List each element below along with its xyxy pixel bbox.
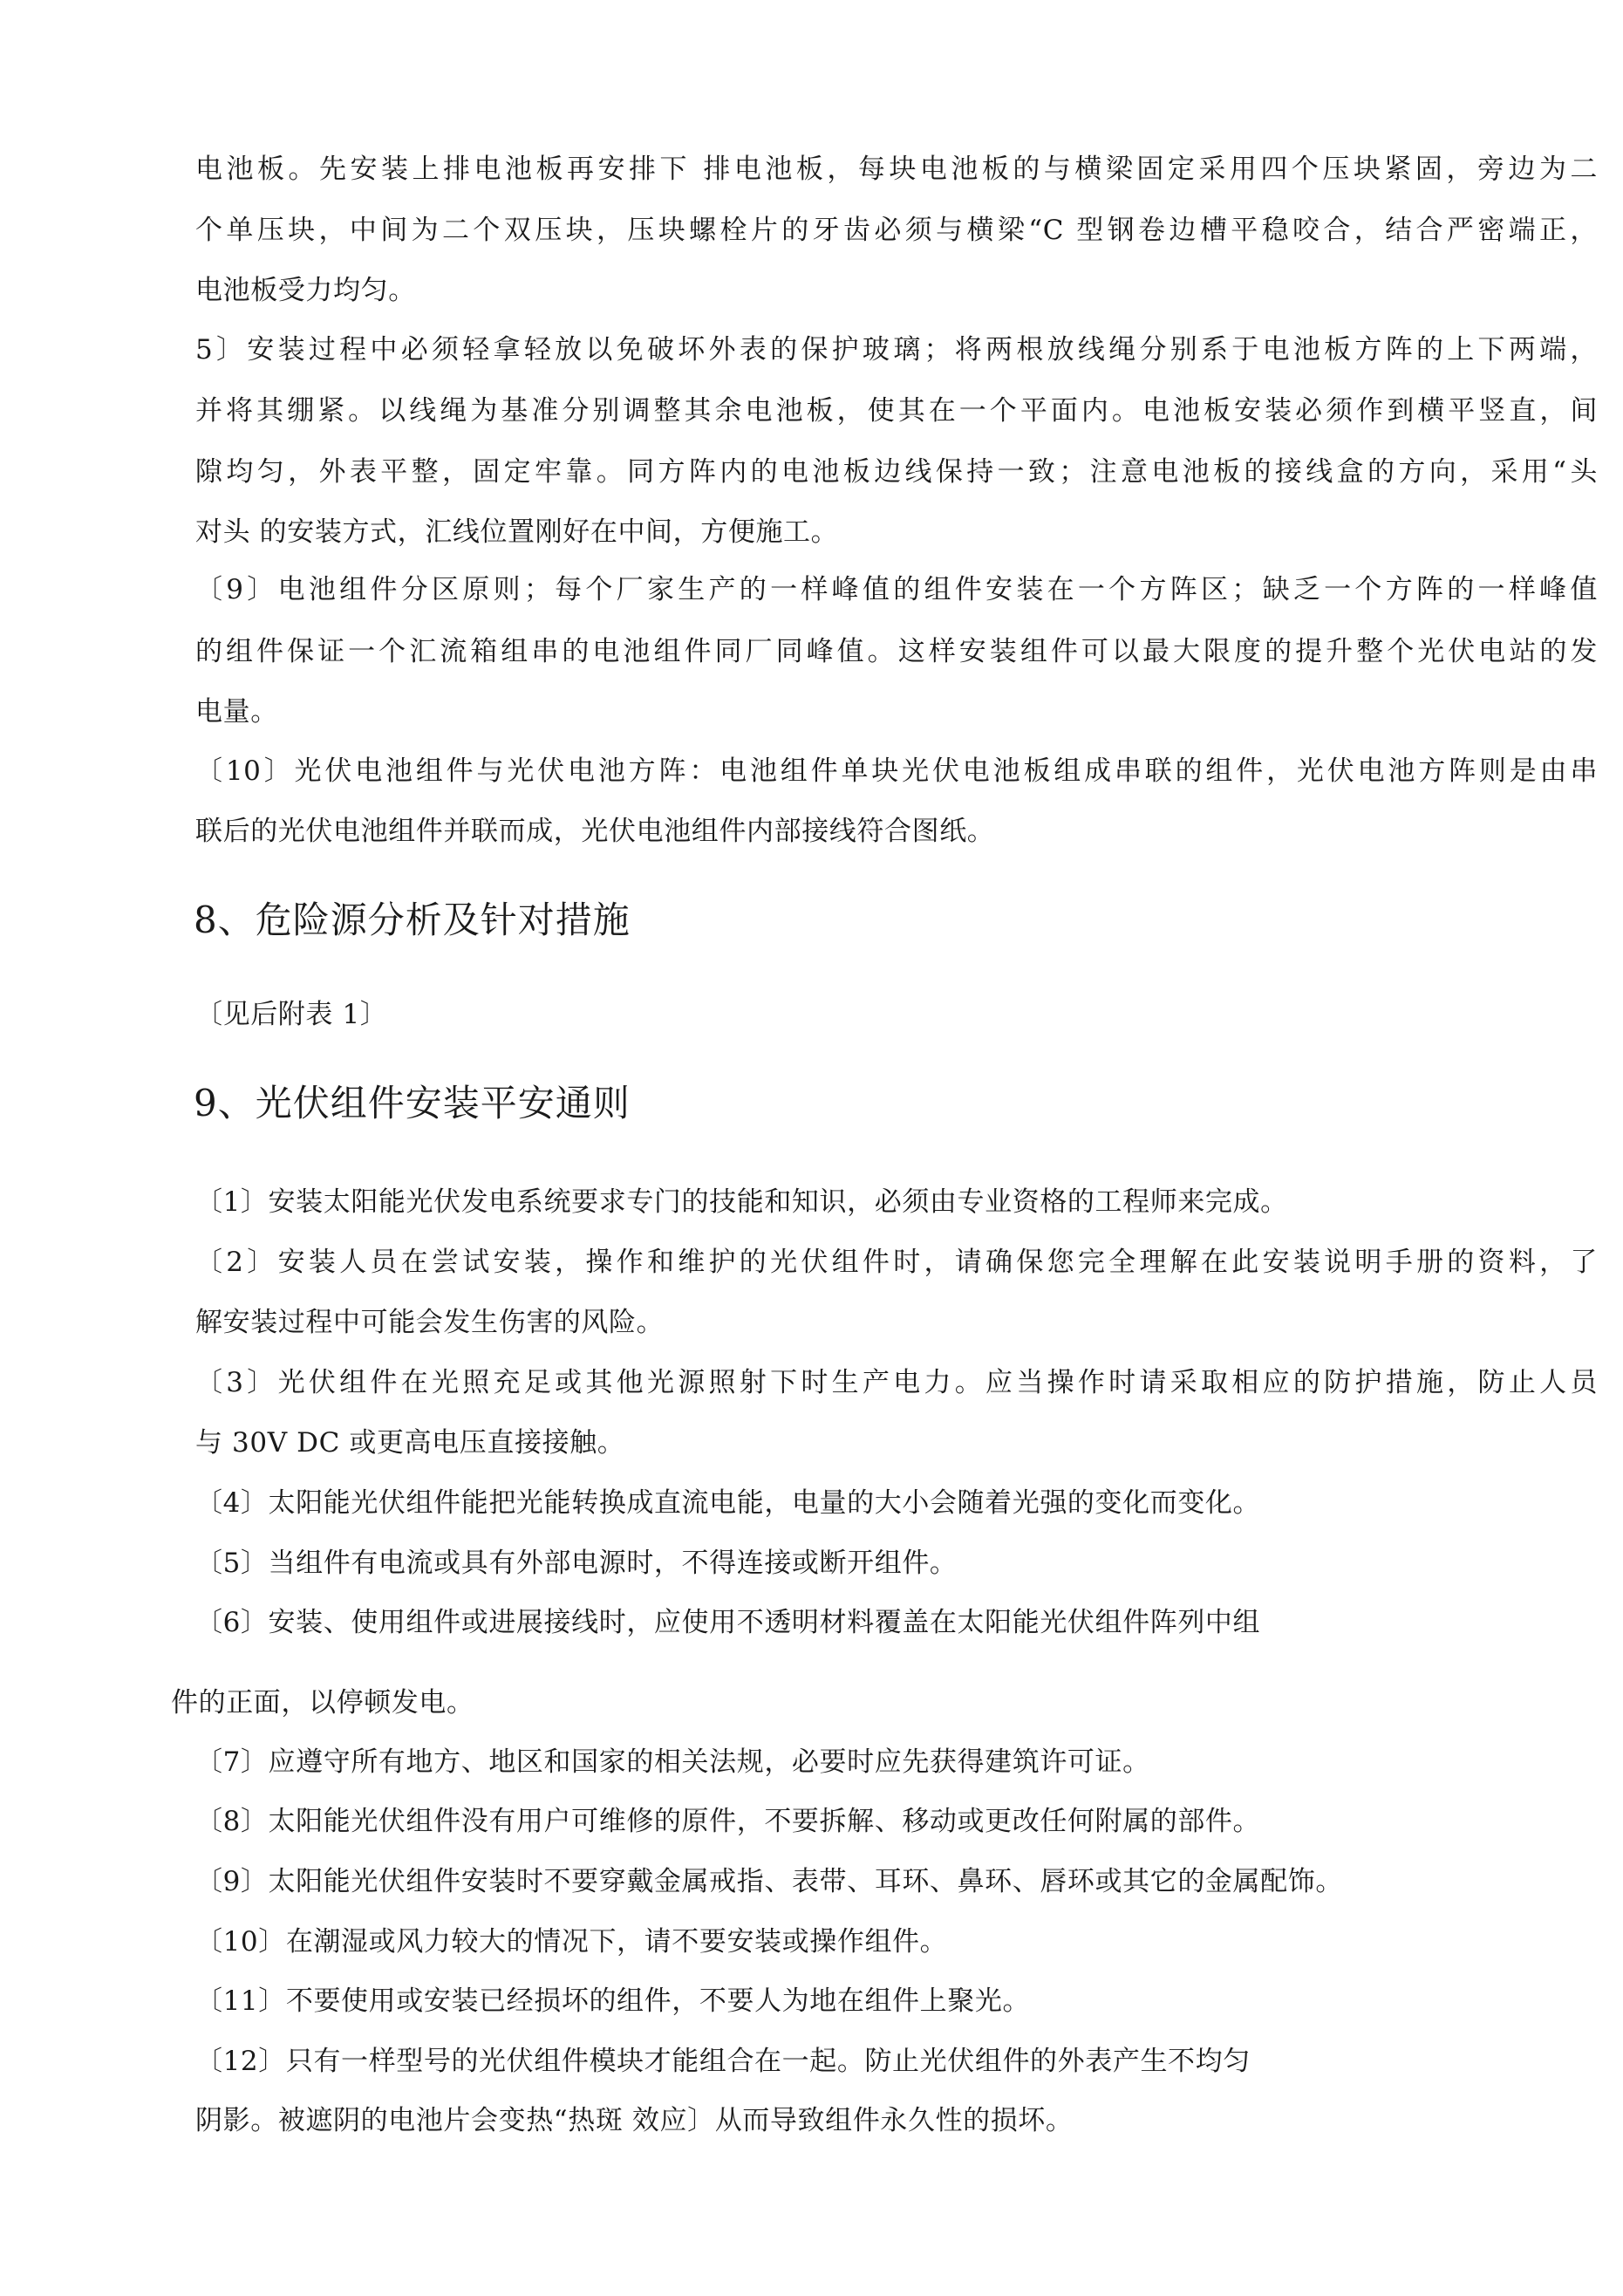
section-9-item-3-line-2: 与 30V DC 或更高电压直接接触。 [195, 1427, 625, 1459]
para-step-9-line-3: 电量。 [195, 696, 278, 728]
para-step-10-line-2: 联后的光伏电池组件并联而成，光伏电池组件内部接线符合图纸。 [195, 816, 995, 847]
section-9-item-2-line-1: 〔2〕安装人员在尝试安装，操作和维护的光伏组件时，请确保您完全理解在此安装说明手册的资料，了 [195, 1247, 1598, 1278]
section-9-item-6-line-2: 件的正面，以停顿发电。 [171, 1687, 474, 1719]
section-9-item-7: 〔7〕应遵守所有地方、地区和国家的相关法规，必要时应先获得建筑许可证。 [195, 1746, 1150, 1778]
section-9-item-1: 〔1〕安装太阳能光伏发电系统要求专门的技能和知识，必须由专业资格的工程师来完成。 [195, 1186, 1288, 1218]
section-9-item-8: 〔8〕太阳能光伏组件没有用户可维修的原件，不要拆解、移动或更改任何附属的部件。 [195, 1806, 1261, 1837]
para-battery-panel-install-line-3: 电池板受力均匀。 [195, 275, 416, 306]
para-battery-panel-install-line-1: 电池板。先安装上排电池板再安排下 排电池板，每块电池板的与横梁固定采用四个压块紧固，旁边为二 [195, 154, 1598, 185]
section-9-item-2-line-2: 解安装过程中可能会发生伤害的风险。 [195, 1307, 665, 1338]
section-9-item-12-line-2: 阴影。被遮阴的电池片会变热“热斑 效应〕从而导致组件永久性的损坏。 [195, 2105, 1074, 2136]
section-9-item-6-line-1: 〔6〕安装、使用组件或进展接线时，应使用不透明材料覆盖在太阳能光伏组件阵列中组 [195, 1607, 1261, 1638]
para-step-5-line-2: 并将其绷紧。以线绳为基准分别调整其余电池板，使其在一个平面内。电池板安装必须作到横平竖直，间 [195, 395, 1598, 427]
section-9-title: 9、光伏组件安装平安通则 [194, 1082, 631, 1124]
para-step-9-line-2: 的组件保证一个汇流箱组串的电池组件同厂同峰值。这样安装组件可以最大限度的提升整个光伏电站的发 [195, 636, 1598, 667]
para-step-10-line-1: 〔10〕光伏电池组件与光伏电池方阵：电池组件单块光伏电池板组成串联的组件，光伏电池方阵则是由串 [195, 755, 1598, 787]
section-8-title: 8、危险源分析及针对措施 [194, 899, 631, 941]
section-8-note: 〔见后附表 1〕 [195, 999, 388, 1030]
section-9-item-11: 〔11〕不要使用或安装已经损坏的组件，不要人为地在组件上聚光。 [195, 1985, 1031, 2017]
para-step-9-line-1: 〔9〕电池组件分区原则；每个厂家生产的一样峰值的组件安装在一个方阵区；缺乏一个方阵的一样峰值 [195, 574, 1598, 605]
para-step-5-line-3: 隙均匀，外表平整，固定牢靠。同方阵内的电池板边线保持一致；注意电池板的接线盒的方向，采用“头 [195, 456, 1598, 488]
section-9-item-5: 〔5〕当组件有电流或具有外部电源时，不得连接或断开组件。 [195, 1548, 958, 1579]
para-battery-panel-install-line-2: 个单压块，中间为二个双压块，压块螺栓片的牙齿必须与横梁“C 型钢卷边槽平稳咬合，结合严密端正， [195, 215, 1598, 246]
para-step-5-line-1: 5〕安装过程中必须轻拿轻放以免破坏外表的保护玻璃；将两根放线绳分别系于电池板方阵的上下两端， [195, 334, 1598, 366]
section-9-item-4: 〔4〕太阳能光伏组件能把光能转换成直流电能，电量的大小会随着光强的变化而变化。 [195, 1487, 1261, 1519]
para-step-5-line-4: 对头 的安装方式，汇线位置刚好在中间，方便施工。 [195, 516, 839, 548]
section-9-item-12-line-1: 〔12〕只有一样型号的光伏组件模块才能组合在一起。防止光伏组件的外表产生不均匀 [195, 2046, 1251, 2077]
section-9-item-9: 〔9〕太阳能光伏组件安装时不要穿戴金属戒指、表带、耳环、鼻环、唇环或其它的金属配饰。 [195, 1866, 1343, 1897]
section-9-item-3-line-1: 〔3〕光伏组件在光照充足或其他光源照射下时生产电力。应当操作时请采取相应的防护措施，防止人员 [195, 1367, 1598, 1398]
section-9-item-10: 〔10〕在潮湿或风力较大的情况下，请不要安装或操作组件。 [195, 1926, 948, 1958]
